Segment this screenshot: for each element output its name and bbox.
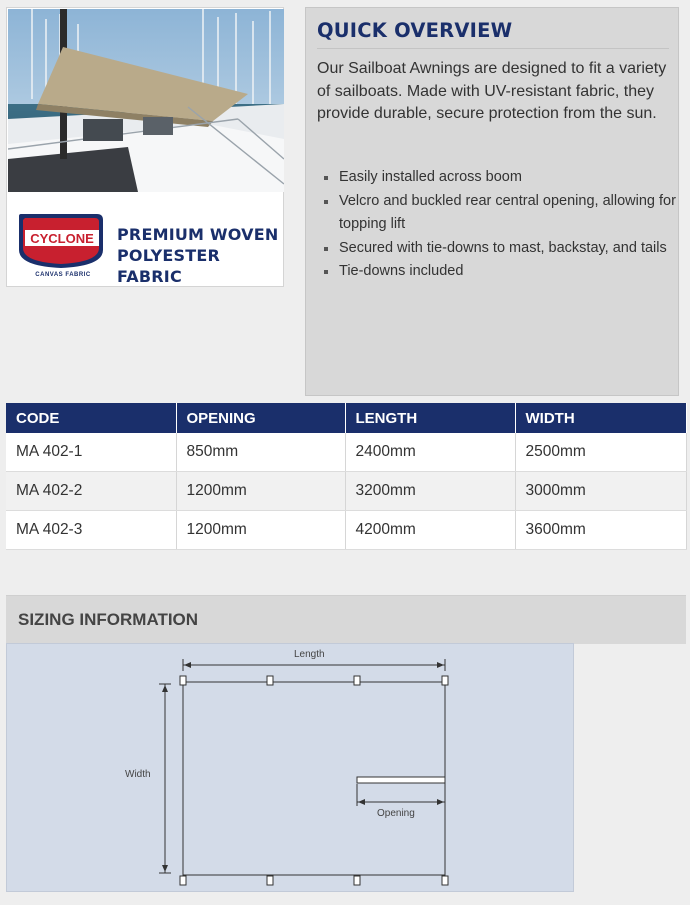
fabric-line-1: PREMIUM WOVEN bbox=[117, 225, 279, 244]
cell-code: MA 402-3 bbox=[6, 511, 176, 550]
cell-width: 3600mm bbox=[515, 511, 686, 550]
cell-opening: 1200mm bbox=[176, 472, 345, 511]
logo-wordmark: CYCLONE bbox=[30, 231, 94, 246]
tie-down-tab bbox=[180, 876, 186, 885]
tie-down-tab bbox=[180, 676, 186, 685]
tie-down-tab bbox=[354, 676, 360, 685]
tie-down-tab bbox=[354, 876, 360, 885]
tie-down-tab bbox=[267, 676, 273, 685]
sizing-title: SIZING INFORMATION bbox=[18, 610, 199, 629]
logo-subtext: CANVAS FABRIC bbox=[35, 272, 91, 278]
column-header-code: CODE bbox=[6, 403, 176, 433]
sizing-header bbox=[6, 595, 686, 644]
cell-length: 3200mm bbox=[345, 472, 515, 511]
overview-intro: Our Sailboat Awnings are designed to fit a variety of sailboats. Made with UV-resistant fabric, they provide durable, secure protection from the sun. bbox=[317, 60, 667, 122]
product-image-card bbox=[6, 7, 284, 287]
size-spec-table bbox=[6, 403, 687, 550]
length-label: Length bbox=[294, 649, 325, 660]
tie-down-tab bbox=[442, 876, 448, 885]
width-label: Width bbox=[125, 769, 151, 780]
table-row bbox=[6, 511, 686, 550]
feature-item: Secured with tie-downs to mast, backstay, and tails bbox=[339, 237, 689, 261]
tie-down-tab bbox=[442, 676, 448, 685]
cell-length: 2400mm bbox=[345, 433, 515, 472]
cell-width: 2500mm bbox=[515, 433, 686, 472]
cell-code: MA 402-1 bbox=[6, 433, 176, 472]
cyclone-logo bbox=[17, 210, 105, 270]
brand-row bbox=[7, 204, 283, 284]
opening-label: Opening bbox=[377, 808, 415, 819]
column-header-width: WIDTH bbox=[515, 403, 686, 433]
feature-item: Tie-downs included bbox=[339, 260, 689, 284]
cell-width: 3000mm bbox=[515, 472, 686, 511]
fabric-description bbox=[117, 224, 283, 287]
cell-code: MA 402-2 bbox=[6, 472, 176, 511]
cell-length: 4200mm bbox=[345, 511, 515, 550]
feature-list bbox=[317, 166, 689, 284]
sailboat-awning-photo bbox=[8, 9, 284, 192]
fabric-line-2: POLYESTER FABRIC bbox=[117, 246, 221, 286]
column-header-length: LENGTH bbox=[345, 403, 515, 433]
cell-opening: 1200mm bbox=[176, 511, 345, 550]
quick-overview-panel bbox=[305, 7, 679, 396]
overview-title: QUICK OVERVIEW bbox=[317, 19, 669, 49]
opening-flap bbox=[357, 777, 445, 783]
table-header-row bbox=[6, 403, 686, 433]
column-header-opening: OPENING bbox=[176, 403, 345, 433]
feature-item: Velcro and buckled rear central opening, allowing for topping lift bbox=[339, 190, 689, 237]
table-row bbox=[6, 472, 686, 511]
cell-opening: 850mm bbox=[176, 433, 345, 472]
sizing-diagram bbox=[6, 643, 574, 892]
feature-item: Easily installed across boom bbox=[339, 166, 689, 190]
table-row bbox=[6, 433, 686, 472]
tie-down-tab bbox=[267, 876, 273, 885]
